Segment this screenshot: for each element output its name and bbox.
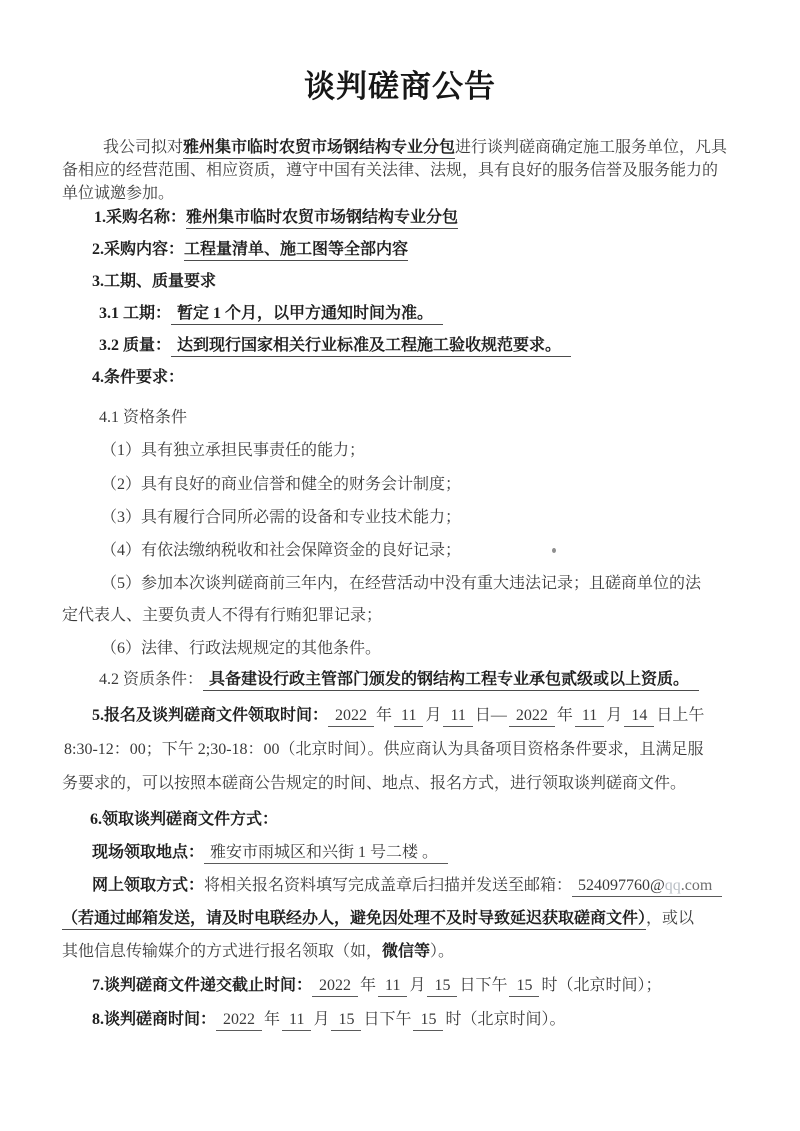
deadline-year-unit: 年 [360, 977, 377, 994]
negotiation-time-label: 8.谈判磋商时间： [92, 1011, 217, 1028]
condition-3: （3）具有履行合同所必需的设备和专业技术能力； [101, 509, 462, 526]
year-unit-2: 年 [556, 707, 573, 724]
condition-5-continued: 定代表人、主要负责人不得有行贿犯罪记录； [62, 607, 383, 624]
deadline-day-unit: 日下午 [459, 977, 508, 994]
online-pickup-label: 网上领取方式： [92, 877, 205, 894]
other-media-tail: ）。 [430, 943, 455, 960]
qualification-requirement-label: 4.2 资质条件： [99, 671, 204, 688]
schedule-item [99, 303, 443, 324]
year-unit: 年 [376, 707, 393, 724]
intro-pre: 我公司拟对 [103, 139, 184, 156]
quality-label: 3.2 质量： [99, 337, 172, 354]
schedule-quality-heading-text: 3.工期、质量要求 [92, 273, 217, 290]
conditions-heading-text: 4.条件要求： [92, 369, 185, 386]
condition-6: （6）法律、行政法规规定的其他条件。 [101, 640, 382, 657]
date-range-dash: 日— [474, 707, 507, 724]
deadline-tail: 时（北京时间）； [541, 977, 662, 994]
submission-deadline-item [92, 975, 663, 996]
deadline-month-unit: 月 [409, 977, 426, 994]
email-warning-text: （若通过邮箱发送，请及时电联经办人，避免因处理不及时导致延迟获取磋商文件） [62, 910, 646, 930]
condition-2: （2）具有良好的商业信誉和健全的财务会计制度； [101, 476, 462, 493]
email-warning-tail: ，或以 [646, 910, 695, 927]
purchase-content-value: 工程量清单、施工图等全部内容 [184, 241, 408, 261]
conditions-heading [92, 367, 184, 388]
intro-line-1 [103, 137, 727, 158]
schedule-quality-heading [92, 271, 216, 292]
intro-post: 进行谈判磋商确定施工服务单位，凡具 [455, 139, 728, 156]
quality-value: 达到现行国家相关行业标准及工程施工验收规范要求。 [171, 337, 571, 357]
pickup-method-heading-text: 6.领取谈判磋商文件方式： [90, 811, 279, 828]
schedule-label: 3.1 工期： [99, 305, 172, 322]
email-warning-continued [62, 941, 454, 962]
email-tld: .com [680, 877, 713, 894]
deadline-hour: 15 [509, 977, 539, 997]
quality-item [99, 335, 571, 356]
scan-speck [552, 548, 556, 553]
purchase-name-label: 1.采购名称： [94, 209, 187, 226]
pickup-method-heading [90, 809, 278, 830]
document-title: 谈判磋商公告 [304, 69, 496, 104]
email-domain-faded: qq [664, 877, 681, 894]
online-pickup-text: 将相关报名资料填写完成盖章后扫描并发送至邮箱： [204, 877, 573, 894]
deadline-year: 2022 [312, 977, 358, 997]
purchase-content-item [92, 239, 408, 260]
negotiation-time-item [92, 1009, 567, 1030]
qualification-heading: 4.1 资格条件 [99, 409, 188, 426]
pickup-end-month: 11 [575, 707, 604, 727]
email-warning-line [62, 908, 694, 929]
pickup-time-line-3: 务要求的，可以按照本磋商公告规定的时间、地点、报名方式，进行领取谈判磋商文件。 [62, 775, 687, 792]
purchase-name-value: 雅州集市临时农贸市场钢结构专业分包 [186, 209, 458, 229]
email-user: 524097760@ [578, 877, 665, 894]
qualification-requirement-value: 具备建设行政主管部门颁发的钢结构工程专业承包贰级或以上资质。 [203, 671, 699, 691]
pickup-end-day: 14 [624, 707, 654, 727]
negotiation-day-unit: 日下午 [363, 1011, 412, 1028]
negotiation-month: 11 [282, 1011, 311, 1031]
online-pickup-item [92, 875, 722, 896]
negotiation-day: 15 [331, 1011, 361, 1031]
deadline-month: 11 [378, 977, 407, 997]
pickup-time-line-2: 8:30-12：00；下午 2;30-18：00（北京时间）。供应商认为具备项目资格条件要求，且满足服 [64, 741, 704, 758]
condition-1: （1）具有独立承担民事责任的能力； [101, 442, 366, 459]
onsite-pickup-label: 现场领取地点： [92, 844, 205, 861]
pickup-end-year: 2022 [509, 707, 555, 727]
pickup-time-label: 5.报名及谈判磋商文件领取时间： [92, 707, 329, 724]
purchase-name-item [94, 207, 458, 228]
schedule-value: 暂定 1 个月，以甲方通知时间为准。 [171, 305, 443, 325]
negotiation-hour: 15 [413, 1011, 443, 1031]
other-media-text: 其他信息传输媒介的方式进行报名领取（如， [62, 943, 383, 960]
negotiation-tail: 时（北京时间）。 [445, 1011, 566, 1028]
pickup-start-year: 2022 [328, 707, 374, 727]
pickup-start-day: 11 [443, 707, 472, 727]
pickup-time-line-1 [92, 705, 706, 726]
pickup-time-tail: 日上午 [656, 707, 705, 724]
negotiation-year-unit: 年 [264, 1011, 281, 1028]
qualification-requirement [99, 669, 699, 690]
wechat-text: 微信等 [382, 943, 431, 960]
condition-4: （4）有依法缴纳税收和社会保障资金的良好记录； [101, 542, 462, 559]
submission-deadline-label: 7.谈判磋商文件递交截止时间： [92, 977, 313, 994]
month-unit-2: 月 [606, 707, 623, 724]
intro-project-name: 雅州集市临时农贸市场钢结构专业分包 [183, 139, 455, 159]
pickup-start-month: 11 [394, 707, 423, 727]
negotiation-year: 2022 [216, 1011, 262, 1031]
condition-5: （5）参加本次谈判磋商前三年内，在经营活动中没有重大违法记录；且磋商单位的法 [101, 575, 702, 592]
onsite-pickup-address: 雅安市雨城区和兴街 1 号二楼 。 [204, 844, 448, 864]
month-unit: 月 [425, 707, 442, 724]
deadline-day: 15 [427, 977, 457, 997]
intro-line-3: 单位诚邀参加。 [62, 185, 175, 202]
negotiation-month-unit: 月 [313, 1011, 330, 1028]
contact-email [572, 877, 722, 897]
onsite-pickup-item [92, 842, 448, 863]
purchase-content-label: 2.采购内容： [92, 241, 185, 258]
intro-line-2: 备相应的经营范围、相应资质，遵守中国有关法律、法规，具有良好的服务信誉及服务能力的 [62, 162, 719, 179]
